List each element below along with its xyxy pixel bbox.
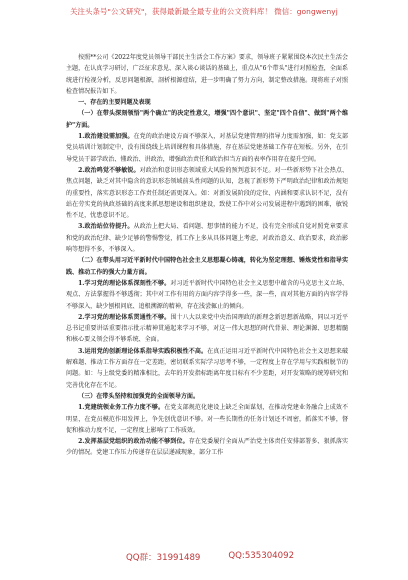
paragraph-text: 在党支部规范化建设上缺乏全面谋划，在推动党建业务融合上成效不明显，在党员模范作用发挥上，争先创优意识不够。对一些长期性的任务计划还不周密，抓落实不够，督促和推动力度不足，一定程度上影响了工作质效。 (66, 404, 349, 434)
paragraph-political-building (66, 131, 348, 165)
contact-footer (80, 551, 340, 563)
section-one-heading: 一、存在的主要问题及表现 (78, 99, 151, 107)
paragraph-text: 从政治上把大局、看问题、想事情的能力不足，没有完全形成自觉对照党章要求和党的政治纪律、缺少足够的警惕警觉，抓工作上多从具体问题上考虑，对政治意义、政治要求，政治影响等想得不多，不够深入。 (66, 223, 348, 254)
intro-paragraph: 按照**公司《2022年度党员领导干部民主生活会工作方案》要求，领导班子紧紧围绕本次民主生活会主题，在认真学习研讨，广泛征求意见、深入谈心谈话的基础上，重点从"6个带头"进行对照检查，全面系统进行检视分析，反思问题根源，剖析根源症结，进一步明确了努力方向，制定整改措施。现将班子对照检查情况报告如下。 (66, 54, 348, 95)
item-three-heading: （三）在带头坚持和加强党的全面领导方面。 (78, 392, 200, 400)
paragraph-text: 存在党委履行全面从严治党主体责任安排部署多、狠抓落实少的情况。党建工作压力传递存在层层递减现象，部分工作 (66, 438, 348, 457)
paragraph-text: 围十八大以来党中央治国理政的新理念新思想新战略，同以习近平总书记重要讲话重要指示批示精神贯通起来学习不够，对这一伟大思想的时代背景、理论渊源、思想精髓和核心要义领会得不够系统、全面。 (66, 313, 348, 344)
paragraph-theory-depth (66, 278, 348, 312)
qq-text: QQ:535304092 (228, 551, 295, 561)
paragraph-text: 在党的政治建设方面不够深入，对基层党建管理的指导力度需加强，如：党支部党员培训计划制定中，没有围绕线上培训课程和具体措施，存在基层党建基础工作存在短板。另外，在引导党员干部学政治、懂政治、讲政治，增强政治责任和政治担当方面的表率作用存在提升空间。 (66, 133, 348, 163)
paragraph-label: 2.政治鸣觉不够敏锐。 (78, 166, 140, 174)
paragraph-theory-practice (66, 346, 348, 391)
promo-banner: 关注头条号"公文研究"，获得最新最全最专业的公文资料库！ 微信：gongwenyj (70, 7, 338, 16)
paragraph-text: 对政治和意识形态领域重大风险的预判意识不足。对一些新形势下社会热点、焦点问题，缺乏对其中隐含的意识形态领域前头性问题的认知，忽视了新形势下严明政治纪律和政治规矩的重要性，落实意识形态工作责任制还需更深入。如：对新发展阶段的定位、内涵和要求认识不足，没有站在劳实党的执政基础的高度来抓思想建设和组织建设，致使工作中对公司发展进程中遇到的困难，敏锐性不足，忧患意识不足。 (66, 166, 349, 220)
item-two-heading: （二）在带头用习近平新时代中国特色社会主义思想凝心铸魂，转化为坚定理想、锤炼党性和指导实践、推动工作的强大力量方面。 (66, 257, 348, 276)
paragraph-label: 1.党建统领业务工作力度不够。 (78, 404, 165, 412)
paragraph-label: 1.学习党的理论体系深刻性不够。 (78, 279, 171, 287)
paragraph-label: 1.政治建设需加强。 (78, 133, 134, 141)
qq-group-text: QQ群：31991489 (125, 553, 201, 563)
paragraph-text: 在真正运用习近平新时代中国特色社会主义思想来破解难题、推动工作方面存在一定差距，密切联系实际学习思考不够，一定程度上存在学用与实践相脱节的问题。如：与上级党委的精准相比，去年的开发指标距离年度目标有不少差距，对开发策略的统筹研究和完善优化存在不足。 (66, 347, 349, 389)
paragraph-label: 2.发挥基层党组织的政治功能不够到位。 (78, 438, 189, 446)
item-one-heading: （一）在带头深刻领悟"两个确立"的决定性意义，增强"四个意识"、坚定"四个自信"、做到"两个维护"方面。 (66, 110, 348, 129)
paragraph-party-leadership (66, 402, 348, 436)
paragraph-political-sensitivity (66, 165, 348, 221)
paragraph-label: 2.学习党的理论体系贯通性不够。 (78, 313, 171, 321)
paragraph-text: 对习近平新时代中国特色社会主义思想中蕴含的马克思主义立场、观点、方法掌握得不够透彻；其中对工作有用的方面内容学得多一些，深一些，而对其他方面的内容学得不够深入，缺少刨根问底、追根溯源的精神，存在浅尝辄止的倾向。 (66, 279, 348, 310)
paragraph-grassroots-function (66, 436, 348, 459)
paragraph-political-stance (66, 221, 348, 255)
paragraph-label: 3.政治站位待提升。 (78, 223, 134, 231)
document-body (66, 52, 348, 459)
paragraph-theory-coherence (66, 312, 348, 346)
paragraph-label: 3.运用党的创新理论体系指导实践积极性不高。 (78, 347, 208, 355)
